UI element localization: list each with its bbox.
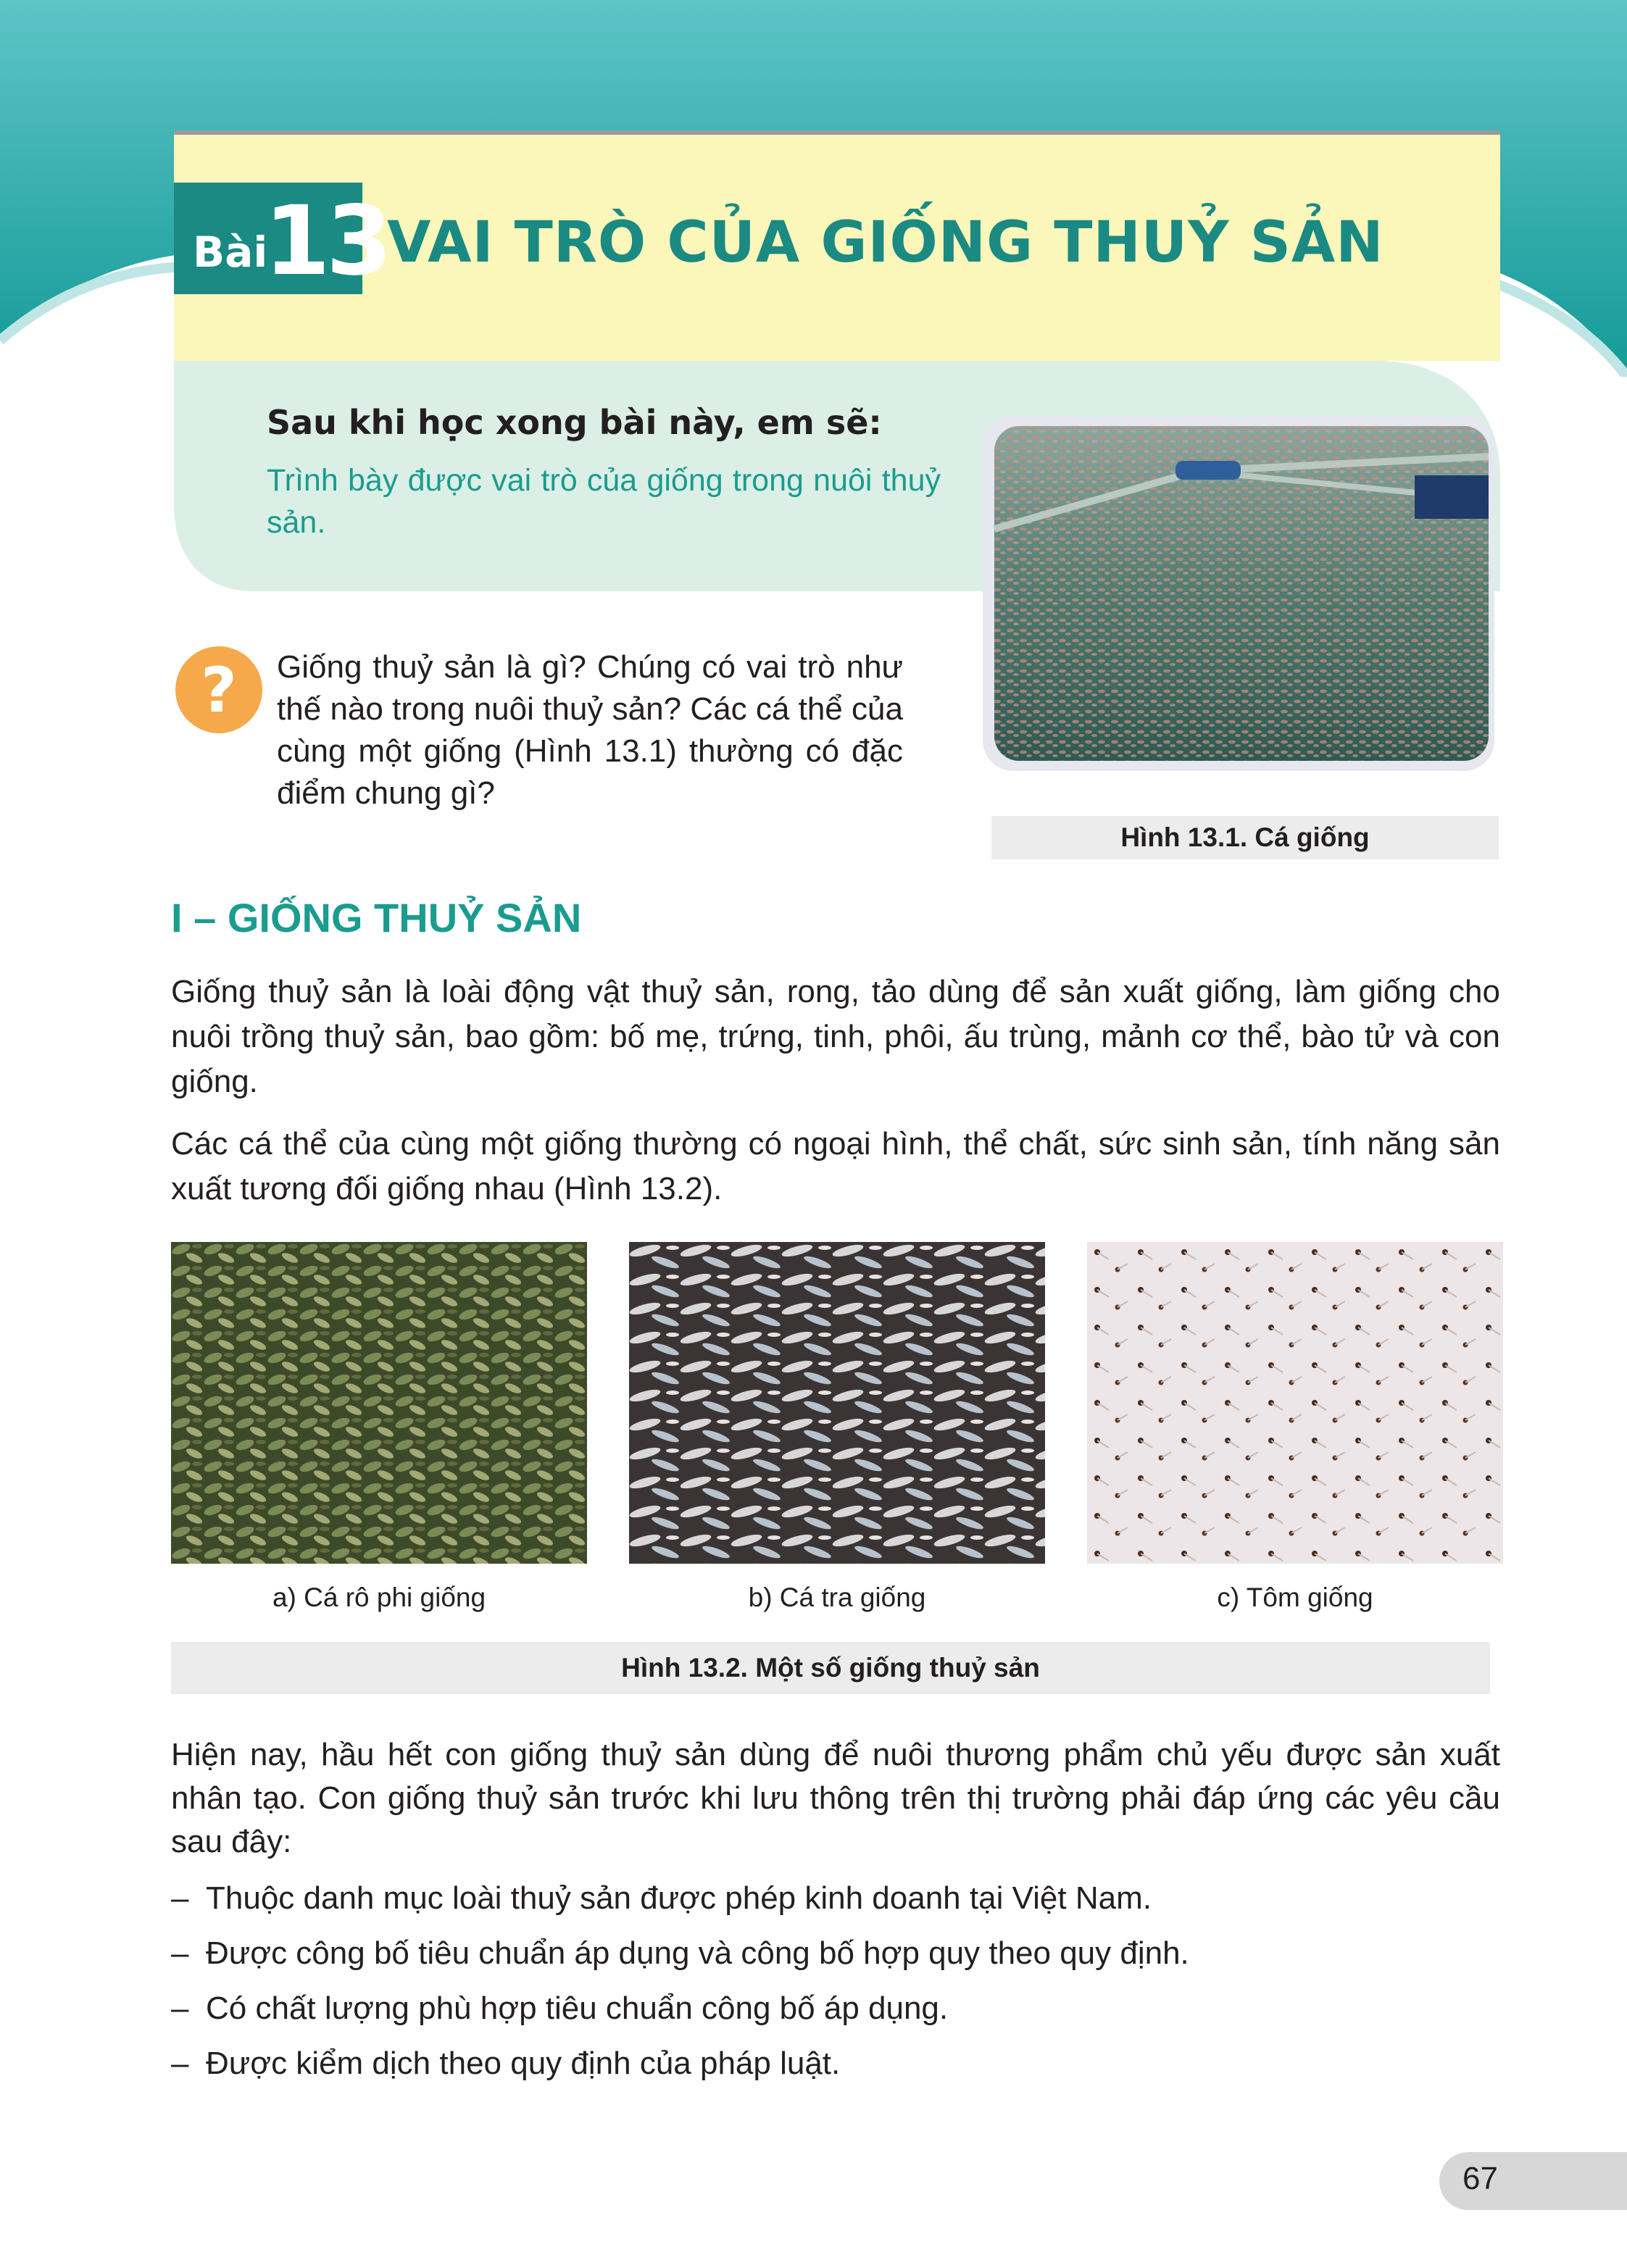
question-icon bbox=[174, 645, 264, 735]
lesson-label: Bài bbox=[193, 228, 268, 277]
svg-text:?: ? bbox=[201, 654, 237, 727]
tilapia-fingerling-image bbox=[171, 1242, 587, 1564]
subcaption-tilapia: a) Cá rô phi giống bbox=[272, 1583, 486, 1612]
fingerling-pond-image bbox=[980, 413, 1497, 774]
list-item-text: Có chất lượng phù hợp tiêu chuẩn công bố áp dụng. bbox=[206, 1990, 949, 2026]
section-heading: I – GIỐNG THUỶ SẢN bbox=[171, 895, 582, 941]
paragraph-definition: Giống thuỷ sản là loài động vật thuỷ sản, rong, tảo dùng để sản xuất giống, làm giống cho nuôi trồng thuỷ sản, bao gồm: bố mẹ, trứng, tinh, phôi, ấu trùng, mảnh cơ thể, bào tử và con giống. bbox=[171, 974, 1500, 1099]
paragraph-requirements-intro: Hiện nay, hầu hết con giống thuỷ sản dùng để nuôi thương phẩm chủ yếu được sản xuất nhân tạo. Con giống thuỷ sản trước khi lưu thông trên thị trường phải đáp ứng các yêu cầu sau đây: bbox=[171, 1737, 1500, 1859]
list-item bbox=[171, 2042, 1500, 2085]
list-dash: – bbox=[171, 1990, 189, 2026]
objectives-text: Trình bày được vai trò của giống trong nuôi thuỷ sản. bbox=[267, 463, 941, 540]
paragraph-characteristics: Các cá thể của cùng một giống thường có ngoại hình, thể chất, sức sinh sản, tính năng sản xuất tương đối giống nhau (Hình 13.2). bbox=[171, 1126, 1500, 1206]
figure-13-2-caption: Hình 13.2. Một số giống thuỷ sản bbox=[171, 1642, 1490, 1694]
subcaption-shrimp: c) Tôm giống bbox=[1217, 1583, 1373, 1612]
list-item bbox=[171, 1987, 1500, 2030]
list-item-text: Được công bố tiêu chuẩn áp dụng và công bố hợp quy theo quy định. bbox=[206, 1935, 1189, 1971]
list-item-text: Thuộc danh mục loài thuỷ sản được phép kinh doanh tại Việt Nam. bbox=[206, 1880, 1152, 1916]
pangasius-fingerling-image bbox=[629, 1242, 1045, 1564]
page-number: 67 bbox=[1462, 2161, 1498, 2196]
subcaption-pangasius: b) Cá tra giống bbox=[748, 1583, 926, 1612]
list-item bbox=[171, 1877, 1500, 1920]
list-item-text: Được kiểm dịch theo quy định của pháp luật. bbox=[206, 2046, 841, 2081]
title-top-rule bbox=[174, 130, 1500, 135]
question-text: Giống thuỷ sản là gì? Chúng có vai trò như thế nào trong nuôi thuỷ sản? Các cá thể của cùng một giống (Hình 13.1) thường có đặc điểm chung gì? bbox=[277, 649, 903, 811]
lesson-number: 13 bbox=[264, 185, 388, 297]
lesson-title: VAI TRÒ CỦA GIỐNG THUỶ SẢN bbox=[387, 210, 1384, 275]
figure-13-1-caption: Hình 13.1. Cá giống bbox=[991, 816, 1499, 859]
list-dash: – bbox=[171, 1935, 189, 1971]
list-item bbox=[171, 1932, 1500, 1975]
list-dash: – bbox=[171, 1880, 189, 1916]
shrimp-larvae-image bbox=[1087, 1242, 1503, 1564]
objectives-heading: Sau khi học xong bài này, em sẽ: bbox=[267, 403, 882, 442]
list-dash: – bbox=[171, 2046, 189, 2081]
lesson-badge bbox=[174, 183, 388, 297]
